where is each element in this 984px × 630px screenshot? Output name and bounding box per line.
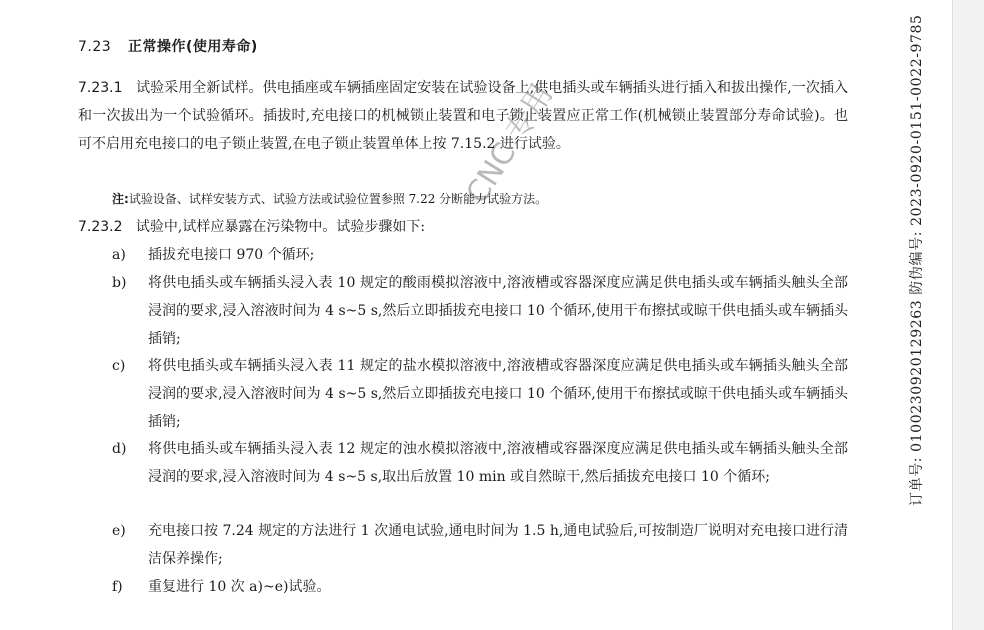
- list-item-text: 将供电插头或车辆插头浸入表 12 规定的浊水模拟溶液中,溶液槽或容器深度应满足供电插头或车辆插头触头全部浸润的要求,浸入溶液时间为 4 s~5 s,取出后放置 10 min 或自然晾干,然后插拔充电接口 10 个循环;: [148, 441, 848, 485]
- list-marker: c): [112, 358, 126, 374]
- clause-text: 试验采用全新试样。供电插座或车辆插座固定安装在试验设备上,供电插头或车辆插头进行插入和拔出操作,一次插入和一次拔出为一个试验循环。插拔时,充电接口的机械锁止装置和电子锁止装置应正常工作(机械锁止装置部分寿命试验)。也可不启用充电接口的电子锁止装置,在电子锁止装置单体上按 7.15.2 进行试验。: [78, 80, 848, 152]
- list-marker: d): [112, 441, 127, 457]
- list-marker: f): [112, 579, 123, 595]
- clause-7-23-1: [78, 74, 848, 158]
- section-title: 正常操作(使用寿命): [128, 39, 258, 55]
- clause-number: 7.23.2: [78, 219, 123, 235]
- list-item-text: 充电接口按 7.24 规定的方法进行 1 次通电试验,通电时间为 1.5 h,通电试验后,可按制造厂说明对充电接口进行清洁保养操作;: [148, 523, 848, 567]
- clause-text: 试验中,试样应暴露在污染物中。试验步骤如下:: [135, 219, 426, 235]
- list-item: [112, 269, 848, 353]
- watermark: CNC 专用: [459, 77, 561, 210]
- list-item-text: 重复进行 10 次 a)~e)试验。: [148, 579, 331, 595]
- list-marker: b): [112, 275, 127, 291]
- list-item-text: 将供电插头或车辆插头浸入表 11 规定的盐水模拟溶液中,溶液槽或容器深度应满足供电插头或车辆插头触头全部浸润的要求,浸入溶液时间为 4 s~5 s,然后立即插拔充电接口 10 个循环,使用干布擦拭或晾干供电插头或车辆插头插销;: [148, 358, 848, 430]
- section-heading: [78, 36, 258, 56]
- section-number: 7.23: [78, 39, 112, 55]
- order-security-label: [906, 8, 926, 508]
- note-label: 注:: [112, 192, 129, 206]
- list-item: [112, 517, 848, 573]
- order-security-text: 订单号: 0100230920129263 防伪编号: 2023-0920-0151-0022-9785: [909, 14, 925, 506]
- clause-number: 7.23.1: [78, 80, 123, 96]
- list-item: [112, 435, 848, 491]
- clause-7-23-2: [78, 213, 848, 241]
- list-item: [112, 573, 848, 601]
- list-marker: e): [112, 523, 126, 539]
- list-item: [112, 352, 848, 436]
- note-text: 试验设备、试样安装方式、试验方法或试验位置参照 7.22 分断能力试验方法。: [128, 192, 548, 206]
- scrollbar[interactable]: [952, 0, 984, 630]
- list-item-text: 插拔充电接口 970 个循环;: [148, 247, 315, 263]
- list-item: [112, 241, 848, 269]
- note: [112, 189, 547, 209]
- list-item-text: 将供电插头或车辆插头浸入表 10 规定的酸雨模拟溶液中,溶液槽或容器深度应满足供电插头或车辆插头触头全部浸润的要求,浸入溶液时间为 4 s~5 s,然后立即插拔充电接口 10 个循环,使用干布擦拭或晾干供电插头或车辆插头插销;: [148, 275, 848, 347]
- list-marker: a): [112, 247, 126, 263]
